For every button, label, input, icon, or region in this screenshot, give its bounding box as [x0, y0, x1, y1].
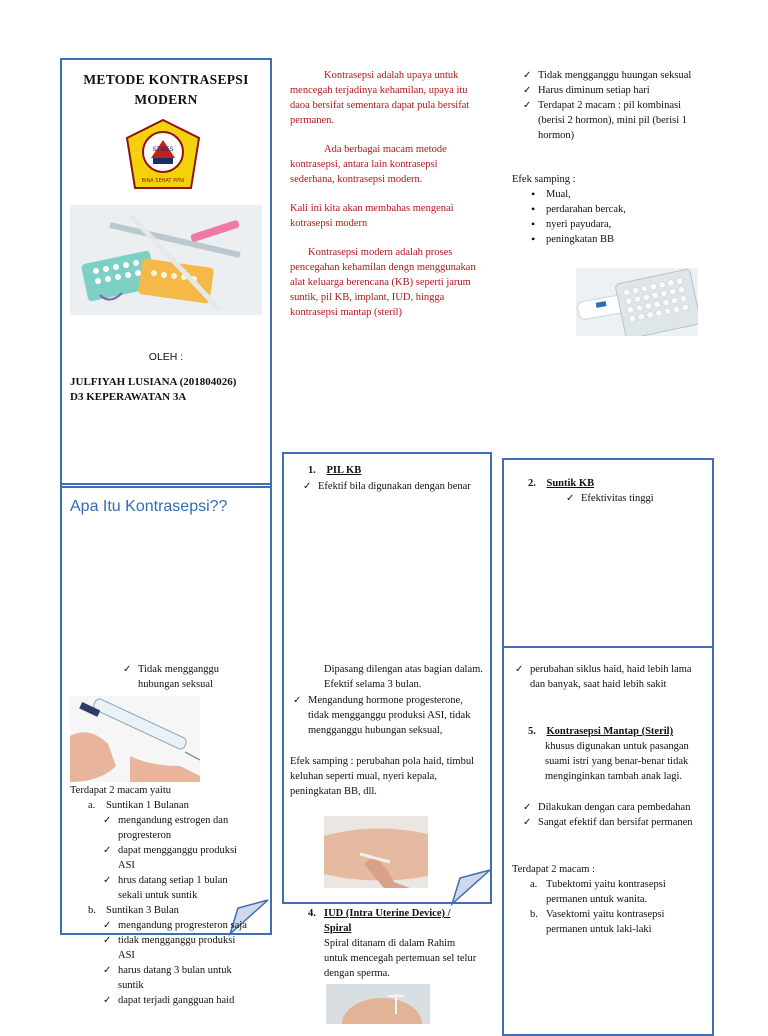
- list-item: ✓ mengandung estrogen dan progresteron: [102, 813, 254, 843]
- list-number: 5.: [528, 726, 536, 737]
- list-letter: b.: [88, 905, 96, 916]
- list-item: ✓ Efektivitas tinggi: [565, 491, 705, 506]
- list-item: • nyeri payudara,: [512, 217, 702, 232]
- list-item: ✓ mengandung progresteron saja: [102, 918, 254, 933]
- list-item: • peningkatan BB: [512, 232, 702, 247]
- list-item: ✓ perubahan siklus haid, haid lebih lama dan banyak, saat haid lebih sakit: [514, 662, 704, 692]
- suntik-type-b: Suntikan 3 Bulan: [106, 905, 179, 916]
- intro-paragraph: Ada berbagai macam metode kontrasepsi, antara lain kontrasepsi sederhana, kontrasepsi modern.: [290, 144, 447, 185]
- types-label: Terdapat 2 macam yaitu: [70, 785, 172, 796]
- list-item: ✓ dapat terjadi gangguan haid: [102, 993, 254, 1008]
- implant-checklist: [292, 693, 476, 738]
- iud-heading: [308, 906, 480, 936]
- list-number: 1.: [308, 465, 316, 476]
- side-effects-list: [512, 187, 702, 247]
- list-letter: b.: [530, 909, 538, 920]
- iud-title: IUD (Intra Uterine Device) / Spiral: [324, 908, 451, 934]
- steril-checklist: [522, 800, 702, 830]
- suntik-kb-check: [565, 491, 705, 506]
- implant-text: Dipasang dilengan atas bagian dalam. Efektif selama 3 bulan.: [324, 664, 483, 690]
- list-item: ✓ Sangat efektif dan bersifat permanen: [522, 815, 702, 830]
- steril-panel: [502, 646, 714, 1036]
- steril-types: [512, 862, 706, 937]
- study-program: D3 KEPERAWATAN 3A: [70, 391, 187, 403]
- steril-heading: [528, 724, 704, 739]
- page-fold-icon: [450, 868, 494, 908]
- list-item: ✓ harus datang 3 bulan untuk suntik: [102, 963, 254, 993]
- pil-kb-check: [302, 479, 474, 494]
- iud-photo: [326, 984, 430, 1024]
- oleh-label: OLEH :: [148, 351, 184, 363]
- types-label: Terdapat 2 macam :: [512, 864, 595, 875]
- side-effects-label: Efek samping :: [512, 174, 576, 185]
- steril-description: khusus digunakan untuk pasangan suami istri yang benar-benar tidak menginginkan tambah anak lagi.: [545, 741, 689, 782]
- steril-title: Kontrasepsi Mantap (Steril): [546, 726, 674, 737]
- list-item: ✓ Dilakukan dengan cara pembedahan: [522, 800, 702, 815]
- pill-details: [522, 68, 702, 143]
- pill-pack-photo: [576, 268, 698, 336]
- cover-title: METODE KONTRASEPSI MODERN: [83, 72, 249, 107]
- section-heading: Apa Itu Kontrasepsi??: [70, 498, 228, 515]
- suntik-a-list: [102, 813, 254, 903]
- list-item: • Mual,: [512, 187, 702, 202]
- list-item: ✓ Terdapat 2 macam : pil kombinasi (berisi 2 hormon), mini pil (berisi 1 hormon): [522, 98, 702, 143]
- intro-check: [122, 662, 262, 692]
- list-item: ✓ Efektif bila digunakan dengan benar: [302, 479, 474, 494]
- implant-side-effects: Efek samping : perubahan pola haid, timbul keluhan seperti mual, nyeri kepala, peningkatan BB, dll.: [290, 756, 474, 797]
- injection-photo: [70, 696, 200, 782]
- suntik-types: [70, 783, 270, 1008]
- list-item: ✓ hrus datang setiap 1 bulan sekali untuk suntik: [102, 873, 254, 903]
- list-item: ✓ Tidak mengganggu hubungan seksual: [122, 662, 262, 692]
- contraceptives-photo: [70, 205, 262, 315]
- implant-arm-photo: [324, 816, 428, 888]
- list-item: ✓ Tidak mengganggu huungan seksual: [522, 68, 702, 83]
- intro-paragraph: Kontrasepsi adalah upaya untuk mencegah terjadinya kehamilan, upaya itu daoa bersifat sementara dapat pula bersifat permanen.: [290, 70, 470, 126]
- intro-paragraph: Kontrasepsi modern adalah proses pencegahan kehamilan dengn menggunakan alat keluarga berencana (KB) seperti jarum suntik, pil KB, implant, IUD, hingga kontrasepsi mantap (steril): [290, 247, 476, 318]
- pill-checklist: [522, 68, 702, 143]
- list-number: 2.: [528, 478, 536, 489]
- list-item: ✓ Mengandung hormone progesterone, tidak mengganggu produksi ASI, tidak mengganggu hubungan seksual,: [292, 693, 476, 738]
- suntik-kb-title: Suntik KB: [546, 478, 595, 489]
- pil-kb-title: PIL KB: [326, 465, 362, 476]
- list-item: ✓ tidak mengganggu produksi ASI: [102, 933, 254, 963]
- svg-text:STIKES: STIKES: [152, 146, 174, 153]
- intro-paragraph: Kali ini kita akan membahas mengenai kotrasepsi modern: [290, 203, 454, 229]
- steril-type-b: Vasektomi yaitu kontrasepsi permanen untuk laki-laki: [546, 909, 665, 935]
- iud-text: Spiral ditanam di dalam Rahim untuk mencegah pertemuan sel telur dengan sperma.: [324, 938, 477, 979]
- pil-kb-heading: [308, 463, 488, 478]
- list-item: • perdarahan bercak,: [512, 202, 702, 217]
- svg-text:BINA SEHAT PPNI: BINA SEHAT PPNI: [141, 178, 185, 184]
- list-number: 4.: [308, 908, 316, 919]
- suntik-type-a: Suntikan 1 Bulanan: [106, 800, 189, 811]
- suntik-kb-heading: [528, 476, 698, 491]
- steril-type-a: Tubektomi yaitu kontrasepsi permanen untuk wanita.: [546, 879, 666, 905]
- list-item: ✓ dapat mengganggu produksi ASI: [102, 843, 254, 873]
- side-effects: [512, 172, 702, 247]
- stikes-logo: [123, 118, 203, 194]
- list-letter: a.: [530, 879, 538, 890]
- suntik-b-list: [102, 918, 254, 1008]
- intro-text: [290, 68, 480, 320]
- list-item: ✓ Harus diminum setiap hari: [522, 83, 702, 98]
- author-name: JULFIYAH LUSIANA (201804026): [70, 376, 237, 388]
- suntik-side-effect: [514, 662, 704, 692]
- list-letter: a.: [88, 800, 96, 811]
